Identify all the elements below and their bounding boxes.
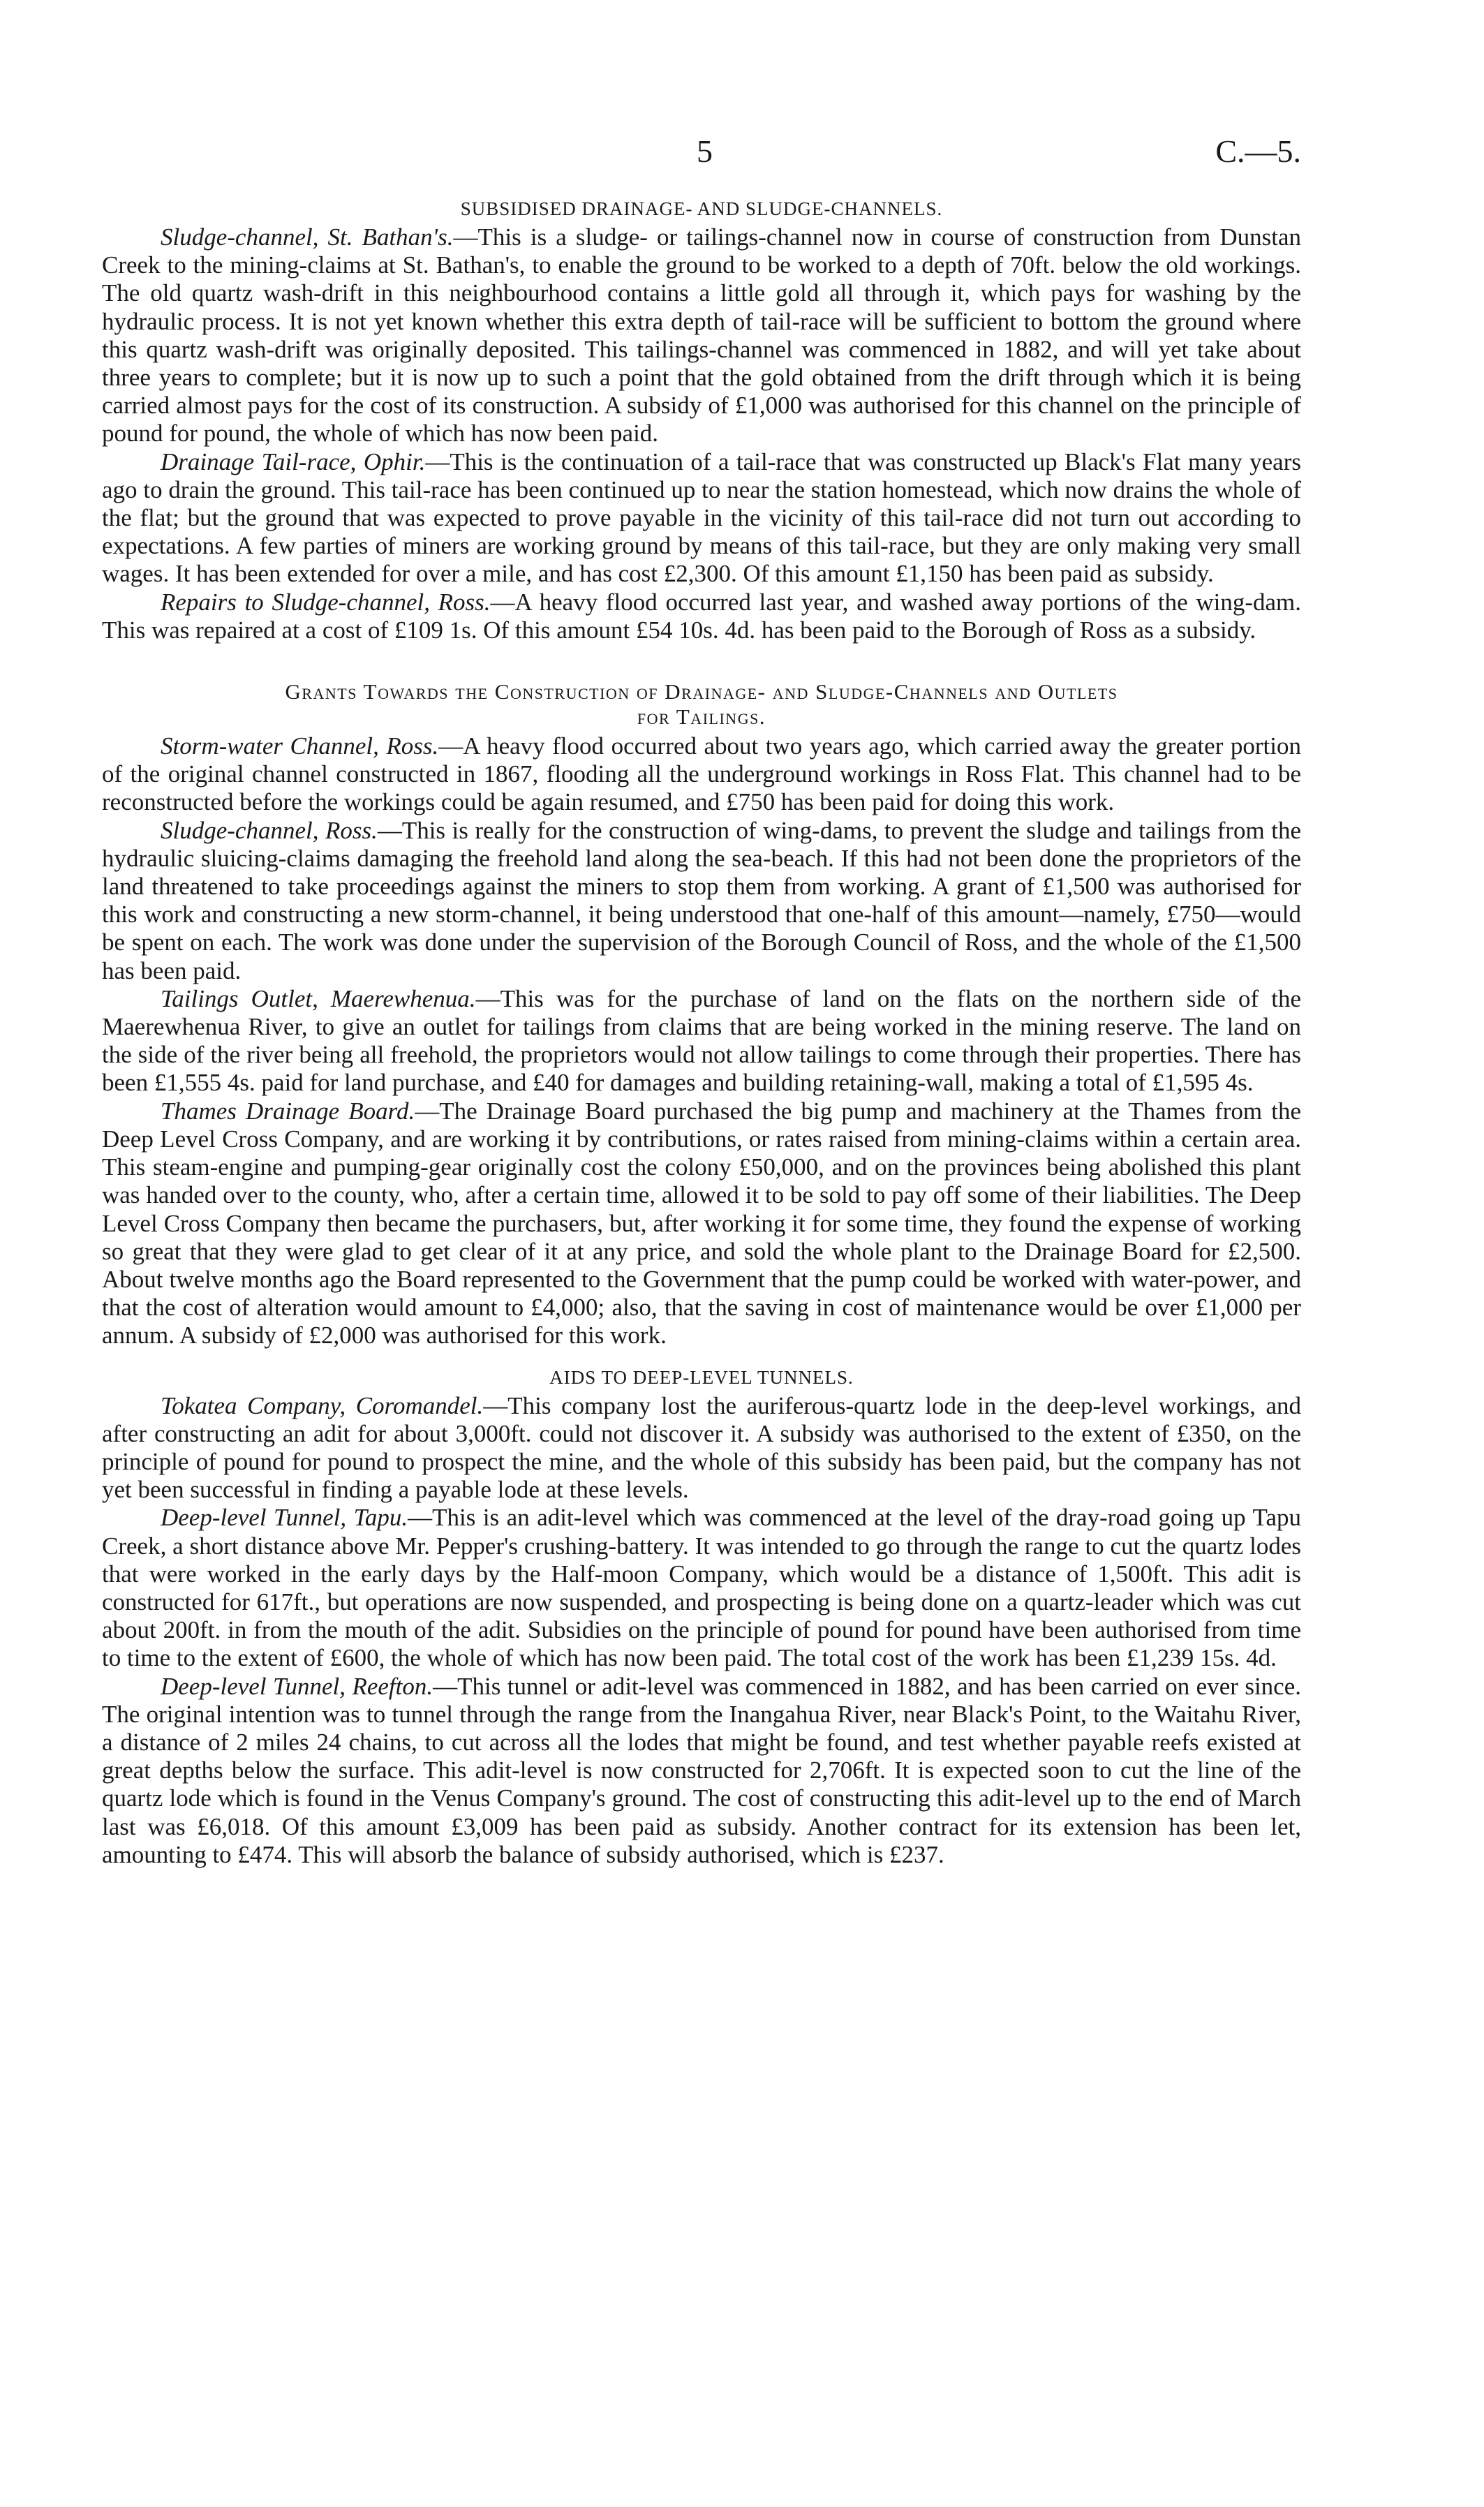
paragraph-heading: Tailings Outlet, Maerewhenua. (161, 984, 476, 1012)
paragraph-deep-level-tunnel-reefton (102, 1673, 1301, 1869)
paragraph-heading: Thames Drainage Board. (161, 1097, 415, 1125)
paragraph-heading: Storm-water Channel, Ross. (161, 732, 439, 760)
section-heading-line-1: Grants Towards the Construction of Drainage- and Sludge-Channels and Outlets (285, 679, 1118, 704)
page-header (102, 133, 1301, 182)
paragraph-sludge-channel-st-bathans (102, 223, 1301, 448)
paragraph-deep-level-tunnel-tapu (102, 1504, 1301, 1672)
section-heading-subsidised-drainage: SUBSIDISED DRAINAGE- AND SLUDGE-CHANNELS. (460, 198, 943, 219)
paragraph-text: —This company lost the auriferous-quartz lode in the deep-level workings, and after constructing an adit for about 3,000ft. could not discover it. A subsidy was authorised to the extent of £350, on the principle of pound for pound to prospect the mine, and the whole of this subsidy has been paid, but the company has not yet been successful in finding a payable lode at these levels. (102, 1391, 1301, 1504)
paragraph-text: —The Drainage Board purchased the big pump and machinery at the Thames from the Deep Level Cross Company, and are working it by contributions, or rates raised from mining-claims within a certain area. This steam-engine and pumping-gear originally cost the colony £50,000, and on the provinces being abolished this plant was handed over to the county, who, after a certain time, allowed it to be sold to pay off some of their liabilities. The Deep Level Cross Company then became the purchasers, but, after working it for some time, they found the expense of working so great that they were glad to get clear of it at any price, and sold the whole plant to the Drainage Board for £2,500. About twelve months ago the Board represented to the Government that the pump could be worked with water-power, and that the cost of alteration would amount to £4,000; also, that the saving in cost of maintenance would be over £1,000 per annum. A subsidy of £2,000 was authorised for this work. (102, 1097, 1301, 1349)
paragraph-drainage-tail-race-ophir (102, 448, 1301, 589)
section-heading-deep-level-tunnels: AIDS TO DEEP-LEVEL TUNNELS. (549, 1366, 854, 1388)
document-reference: C.—5. (1215, 133, 1301, 169)
paragraph-heading: Sludge-channel, Ross. (161, 816, 378, 844)
paragraph-repairs-sludge-channel-ross (102, 589, 1301, 644)
paragraph-heading: Sludge-channel, St. Bathan's. (161, 223, 454, 251)
paragraph-text: —A heavy flood occurred last year, and washed away portions of the wing-dam. This was repaired at a cost of £109 1s. Of this amount £54 10s. 4d. has been paid to the Borough of Ross as a subsidy. (102, 588, 1301, 644)
paragraph-heading: Deep-level Tunnel, Tapu. (161, 1504, 408, 1532)
section-heading-grants (102, 679, 1301, 730)
paragraph-tailings-outlet-maerewhenua (102, 985, 1301, 1097)
paragraph-heading: Repairs to Sludge-channel, Ross. (161, 588, 491, 616)
page-number: 5 (697, 133, 713, 169)
paragraph-text: —This is really for the construction of wing-dams, to prevent the sludge and tailings from the hydraulic sluicing-claims damaging the freehold land along the sea-beach. If this had not been done the proprietors of the land threatened to take proceedings against the miners to stop them from working. A grant of £1,500 was authorised for this work and constructing a new storm-channel, it being understood that one-half of this amount—namely, £750—would be spent on each. The work was done under the supervision of the Borough Council of Ross, and the whole of the £1,500 has been paid. (102, 816, 1301, 984)
paragraph-heading: Deep-level Tunnel, Reefton. (161, 1672, 433, 1700)
paragraph-sludge-channel-ross (102, 817, 1301, 985)
paragraph-text: —This is a sludge- or tailings-channel now in course of construction from Dunstan Creek to the mining-claims at St. Bathan's, to enable the ground to be worked to a depth of 70ft. below the old workings. The old quartz wash-drift in this neighbourhood contains a little gold all through it, which pays for washing by the hydraulic process. It is not yet known whether this extra depth of tail-race will be sufficient to bottom the ground where this quartz wash-drift was originally deposited. This tailings-channel was commenced in 1882, and will yet take about three years to complete; but it is now up to such a point that the gold obtained from the drift through which it is being carried almost pays for the cost of its construction. A subsidy of £1,000 was authorised for this channel on the principle of pound for pound, the whole of which has now been paid. (102, 223, 1301, 448)
paragraph-thames-drainage-board (102, 1097, 1301, 1350)
paragraph-text: —This is the continuation of a tail-race that was constructed up Black's Flat many years ago to drain the ground. This tail-race has been continued up to near the station homestead, which now drains the whole of the flat; but the ground that was expected to prove payable in the vicinity of this tail-race did not turn out according to expectations. A few parties of miners are working ground by means of this tail-race, but they are only making very small wages. It has been extended for over a mile, and has cost £2,300. Of this amount £1,150 has been paid as subsidy. (102, 448, 1301, 588)
paragraph-storm-water-channel-ross (102, 732, 1301, 817)
paragraph-heading: Drainage Tail-race, Ophir. (161, 448, 426, 475)
document-page (102, 133, 1301, 1869)
section-heading-line-2: for Tailings. (637, 704, 766, 730)
paragraph-text: —A heavy flood occurred about two years ago, which carried away the greater portion of the original channel constructed in 1867, flooding all the underground workings in Ross Flat. This channel had to be reconstructed before the workings could be again resumed, and £750 has been paid for doing this work. (102, 732, 1301, 816)
paragraph-text: —This was for the purchase of land on the flats on the northern side of the Maerewhenua River, to give an outlet for tailings from claims that are being worked in the mining reserve. The land on the side of the river being all freehold, the proprietors would not allow tailings to come through their properties. There has been £1,555 4s. paid for land purchase, and £40 for damages and building retaining-wall, making a total of £1,595 4s. (102, 984, 1301, 1097)
paragraph-heading: Tokatea Company, Coromandel. (161, 1391, 484, 1419)
paragraph-tokatea-company (102, 1392, 1301, 1504)
paragraph-text: —This is an adit-level which was commenced at the level of the dray-road going up Tapu Creek, a short distance above Mr. Pepper's crushing-battery. It was intended to go through the range to cut the quartz lodes that were worked in the early days by the Half-moon Company, which would be a distance of 1,500ft. This adit is constructed for 617ft., but operations are now suspended, and prospecting is being done on a quartz-leader which was cut about 200ft. in from the mouth of the adit. Subsidies on the principle of pound for pound have been authorised from time to time to the extent of £600, the whole of which has now been paid. The total cost of the work has been £1,239 15s. 4d. (102, 1504, 1301, 1672)
paragraph-text: —This tunnel or adit-level was commenced in 1882, and has been carried on ever since. The original intention was to tunnel through the range from the Inangahua River, near Black's Point, to the Waitahu River, a distance of 2 miles 24 chains, to cut across all the lodes that might be found, and test whether payable reefs existed at great depths below the surface. This adit-level is now constructed for 2,706ft. It is expected soon to cut the line of the quartz lode which is found in the Venus Company's ground. The cost of constructing this adit-level up to the end of March last was £6,018. Of this amount £3,009 has been paid as subsidy. Another contract for its extension has been let, amounting to £474. This will absorb the balance of subsidy authorised, which is £237. (102, 1672, 1302, 1868)
